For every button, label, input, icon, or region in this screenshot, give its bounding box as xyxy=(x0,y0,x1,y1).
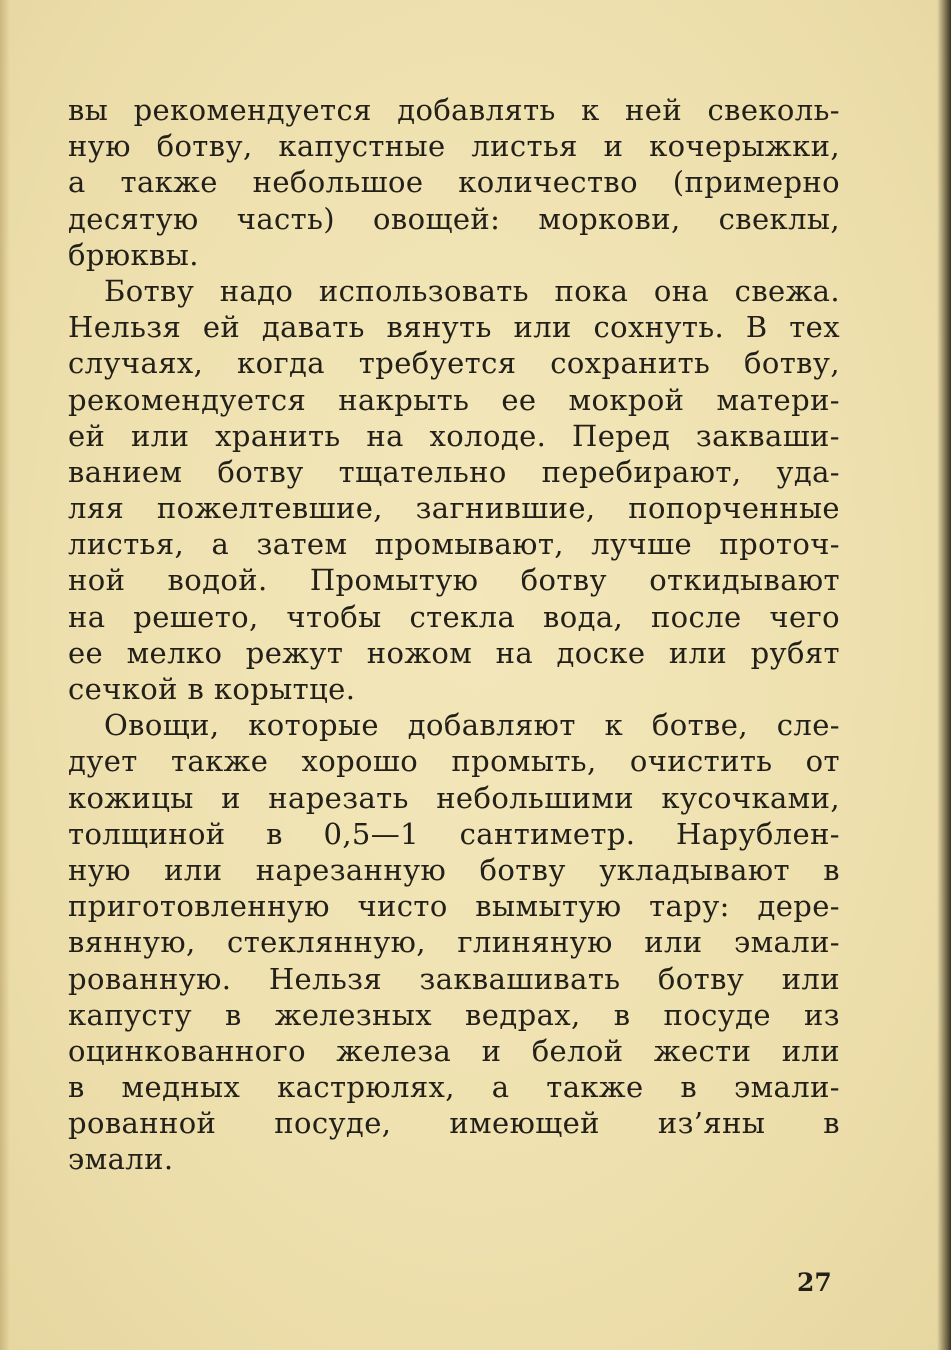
text-line: ную ботву, капустные листья и кочерыжки, xyxy=(68,129,840,164)
text-line: Овощи, которые добавляют к ботве, сле- xyxy=(104,708,840,743)
text-line: ванием ботву тщательно перебирают, уда- xyxy=(68,454,840,489)
text-line: сечкой в корытце. xyxy=(68,672,356,706)
text-line: рованную. Нельзя заквашивать ботву или xyxy=(68,961,840,996)
text-line: десятую часть) овощей: моркови, свеклы, xyxy=(68,201,840,236)
text-line: рекомендуется накрыть ее мокрой матери- xyxy=(68,382,840,417)
text-line: Ботву надо использовать пока она свежа. xyxy=(104,273,840,308)
text-line: в медных кастрюлях, а также в эмали- xyxy=(68,1070,840,1105)
text-line: ляя пожелтевшие, загнившие, попорченные xyxy=(68,491,840,526)
body-text xyxy=(68,92,840,1178)
text-line: ной водой. Промытую ботву откидывают xyxy=(68,563,840,598)
text-line: вянную, стеклянную, глиняную или эмали- xyxy=(68,925,840,960)
text-line: эмали. xyxy=(68,1142,174,1177)
text-line: а также небольшое количество (примерно xyxy=(68,165,840,200)
page-left-edge xyxy=(0,0,10,1350)
text-line: ей или хранить на холоде. Перед закваши- xyxy=(68,418,840,453)
text-line: ее мелко режут ножом на доске или рубят xyxy=(68,635,840,670)
text-line: дует также хорошо промыть, очистить от xyxy=(68,744,840,779)
text-line: случаях, когда требуется сохранить ботву, xyxy=(68,346,840,381)
text-line: кожицы и нарезать небольшими кусочками, xyxy=(68,780,840,815)
text-line: приготовленную чисто вымытую тару: дере- xyxy=(68,889,840,924)
page-right-edge xyxy=(937,0,951,1350)
text-line: ную или нарезанную ботву укладывают в xyxy=(68,852,840,887)
text-line: Нельзя ей давать вянуть или сохнуть. В тех xyxy=(68,310,840,345)
text-line: капусту в железных ведрах, в посуде из xyxy=(68,997,840,1032)
text-line: брюквы. xyxy=(68,237,199,272)
text-line: толщиной в 0,5—1 сантиметр. Нарублен- xyxy=(68,816,840,851)
text-line: листья, а затем промывают, лучше проточ- xyxy=(68,527,840,562)
page-number: 27 xyxy=(797,1268,832,1297)
text-line: на решето, чтобы стекла вода, после чего xyxy=(68,599,840,634)
text-line: оцинкованного железа и белой жести или xyxy=(68,1033,840,1068)
text-line: вы рекомендуется добавлять к ней свеколь- xyxy=(68,93,840,127)
text-line: рованной посуде, имеющей из’яны в xyxy=(68,1106,840,1141)
